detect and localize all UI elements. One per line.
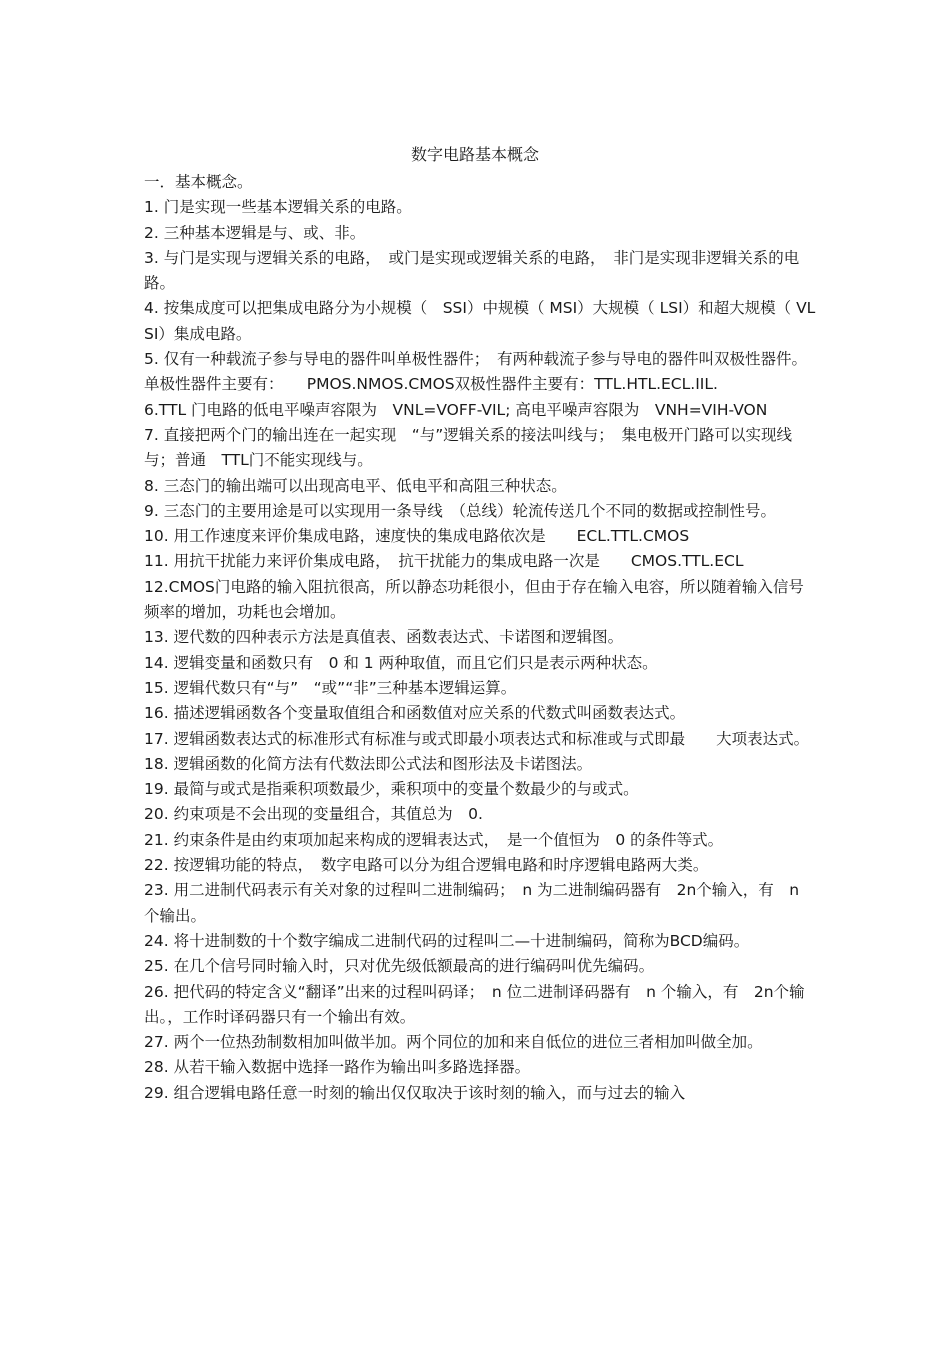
concept-line: 13. 逻代数的四种表示方法是真值表、函数表达式、卡诺图和逻辑图。 [144,628,624,647]
concept-line: 12.CMOS门电路的输入阻抗很高，所以静态功耗很小，但由于存在输入电容，所以随着输入信号频率的增加，功耗也会增加。 [144,577,804,622]
concept-line: 24. 将十进制数的十个数字编成二进制代码的过程叫二—十进制编码，简称为BCD编码。 [144,931,750,950]
concept-line: 11. 用抗干扰能力来评价集成电路， 抗干扰能力的集成电路一次是 CMOS.TTL.ECL [144,552,744,571]
concept-line: 1. 门是实现一些基本逻辑关系的电路。 [144,198,412,217]
concept-line: 17. 逻辑函数表达式的标准形式有标准与或式即最小项表达式和标准或与式即最 大项表达式。 [144,729,810,748]
concept-line: 10. 用工作速度来评价集成电路，速度快的集成电路依次是 ECL.TTL.CMOS [144,527,690,546]
concept-line: 7. 直接把两个门的输出连在一起实现 “与”逻辑关系的接法叫线与； 集电极开门路可以实现线与；普通 TTL门不能实现线与。 [144,425,793,470]
concept-line: 2. 三种基本逻辑是与、或、非。 [144,223,366,242]
concept-line: 15. 逻辑代数只有“与” “或”“非”三种基本逻辑运算。 [144,678,517,697]
concept-line: 4. 按集成度可以把集成电路分为小规模（ SSI）中规模（ MSI）大规模（ LSI）和超大规模（ VLSI）集成电路。 [144,299,816,343]
concept-line: 21. 约束条件是由约束项加起来构成的逻辑表达式， 是一个值恒为 0 的条件等式。 [144,830,724,849]
concept-line: 9. 三态门的主要用途是可以实现用一条导线 （总线）轮流传送几个不同的数据或控制性号。 [144,501,776,520]
concept-line: 5. 仅有一种载流子参与导电的器件叫单极性器件； 有两种载流子参与导电的器件叫双极性器件。单极性器件主要有： PMOS.NMOS.CMOS双极性器件主要有：TTL.HTL.ECL.IIL. [144,350,807,394]
concept-line: 27. 两个一位热劲制数相加叫做半加。两个同位的加和来自低位的进位三者相加叫做全加。 [144,1033,763,1052]
concept-line: 25. 在几个信号同时输入时，只对优先级低额最高的进行编码叫优先编码。 [144,957,655,976]
document-body [144,170,816,1106]
page-title: 数字电路基本概念 [410,145,539,164]
concept-line: 26. 把代码的特定含义“翻译”出来的过程叫码译； n 位二进制译码器有 n 个输入，有 2n个输出。，工作时译码器只有一个输出有效。 [144,982,805,1026]
concept-line: 29. 组合逻辑电路任意一时刻的输出仅仅取决于该时刻的输入，而与过去的输入 [144,1083,686,1102]
concept-line: 28. 从若干输入数据中选择一路作为输出叫多路选择器。 [144,1058,531,1077]
concept-line: 20. 约束项是不会出现的变量组合，其值总为 0. [144,805,483,824]
section-heading: 一．基本概念。 [144,173,253,191]
concept-line: 16. 描述逻辑函数各个变量取值组合和函数值对应关系的代数式叫函数表达式。 [144,704,686,723]
concept-line: 22. 按逻辑功能的特点， 数字电路可以分为组合逻辑电路和时序逻辑电路两大类。 [144,856,709,875]
concept-line: 8. 三态门的输出端可以出现高电平、低电平和高阻三种状态。 [144,476,567,495]
concept-line: 23. 用二进制代码表示有关对象的过程叫二进制编码； n 为二进制编码器有 2n个输入，有 n 个输出。 [144,881,800,925]
concept-line: 18. 逻辑函数的化简方法有代数法即公式法和图形法及卡诺图法。 [144,754,593,773]
concept-line: 19. 最简与或式是指乘积项数最少，乘积项中的变量个数最少的与或式。 [144,780,639,799]
concept-line: 14. 逻辑变量和函数只有 0 和 1 两种取值，而且它们只是表示两种状态。 [144,653,658,672]
concept-line: 6.TTL 门电路的低电平噪声容限为 VNL=VOFF-VIL; 高电平噪声容限为 VNH=VIH-VON [144,400,768,419]
concept-line: 3. 与门是实现与逻辑关系的电路， 或门是实现或逻辑关系的电路， 非门是实现非逻辑关系的电路。 [144,248,800,293]
